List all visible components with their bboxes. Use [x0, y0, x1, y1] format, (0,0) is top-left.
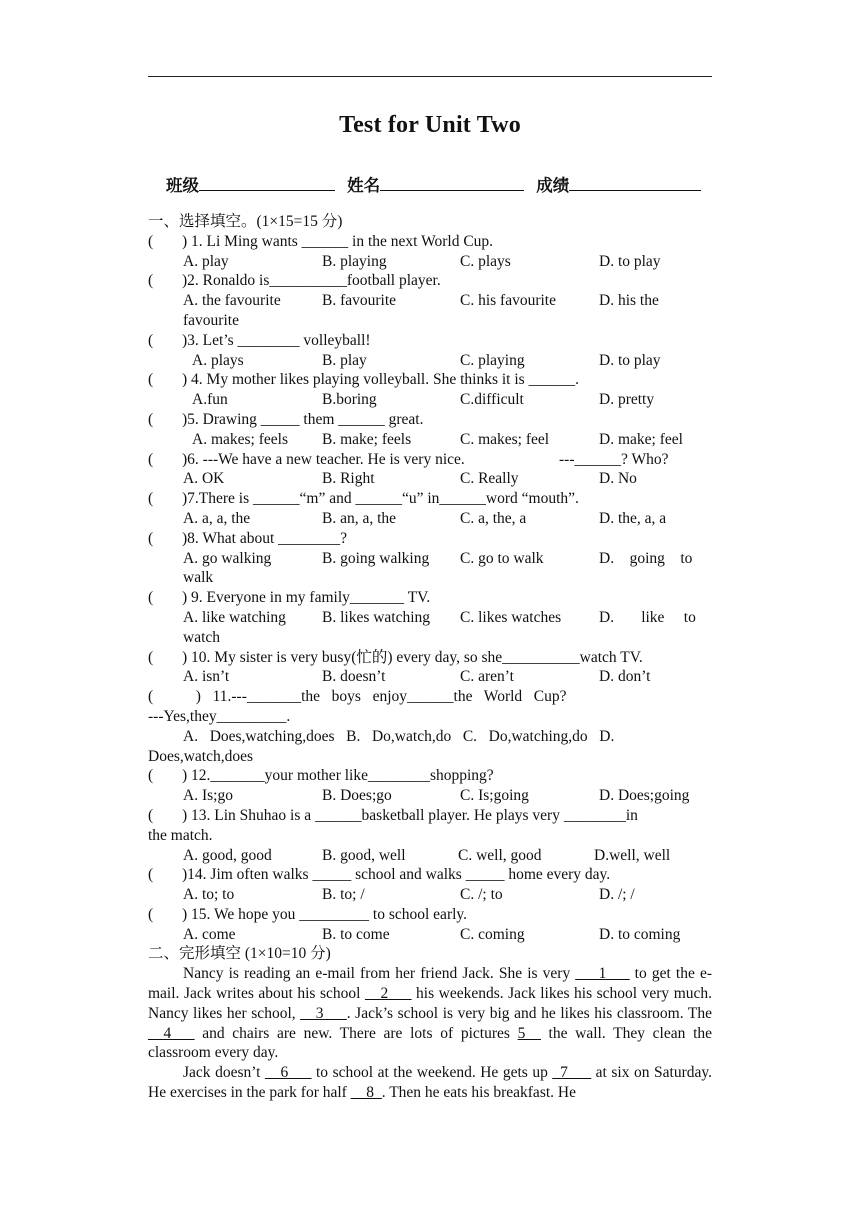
blank-1[interactable]: ___1___: [575, 965, 630, 983]
blank-7[interactable]: _7___: [552, 1064, 592, 1082]
option-b[interactable]: B. play: [322, 351, 367, 369]
blank-2[interactable]: __2___: [365, 985, 412, 1003]
question-stem: ( )6. ---We have a new teacher. He is very nice. ---______? Who?: [148, 450, 669, 468]
score-label: 成绩: [536, 176, 570, 195]
option-d[interactable]: D. going to: [599, 549, 693, 567]
question-stem: ( ) 9. Everyone in my family_______ TV.: [148, 589, 431, 607]
question-options[interactable]: A. Does,watching,does B. Do,watch,do C. Do,watching,do D.: [183, 727, 615, 745]
option-b[interactable]: B. Right: [322, 470, 375, 488]
section1-heading: 一、选择填空。(1×15=15 分): [148, 213, 343, 230]
option-a[interactable]: A. go walking: [183, 549, 272, 567]
option-d[interactable]: D. to coming: [599, 925, 681, 943]
option-c[interactable]: C. Is;going: [460, 787, 529, 805]
option-d[interactable]: D. pretty: [599, 391, 655, 409]
question-stem: ( ) 1. Li Ming wants ______ in the next World Cup.: [148, 232, 494, 250]
option-a[interactable]: A. makes; feels: [192, 430, 288, 448]
question-options: [148, 885, 712, 905]
option-c[interactable]: C. likes watches: [460, 608, 562, 626]
question-stem: ( )14. Jim often walks _____ school and walks _____ home every day.: [148, 866, 611, 884]
cloze-paragraph-1: Nancy is reading an e-mail from her friend Jack. She is very ___1___ to get the e-mail. Jack writes about his school __2___ his weekends. Jack likes his school very much. Nancy likes her school, __3___. Jack’s school is very big and he likes his classroom. The __4___ and chairs are new. There are lots of pictures 5__ the wall. They clean the classroom every day.: [148, 965, 713, 1062]
option-d[interactable]: D. to play: [599, 252, 661, 270]
class-label: 班级: [166, 176, 199, 195]
option-wrap: favourite: [183, 311, 239, 329]
score-blank[interactable]: [569, 174, 701, 191]
option-a[interactable]: A. isn’t: [183, 668, 230, 686]
option-b[interactable]: B. good, well: [322, 846, 406, 864]
option-c[interactable]: C. plays: [460, 252, 511, 270]
option-b[interactable]: B.boring: [322, 391, 377, 409]
question-options: [148, 252, 712, 272]
question-options: [148, 786, 712, 806]
blank-8[interactable]: __8_: [350, 1084, 382, 1102]
question-stem: ( ) 10. My sister is very busy(忙的) every day, so she__________watch TV.: [148, 648, 643, 666]
question-options: [148, 509, 712, 529]
question-stem: ( ) 4. My mother likes playing volleyball. She thinks it is ______.: [148, 371, 579, 389]
option-a[interactable]: A.fun: [192, 391, 228, 409]
option-a[interactable]: A. a, a, the: [183, 509, 251, 527]
option-d[interactable]: D. don’t: [599, 668, 651, 686]
option-a[interactable]: A. like watching: [183, 608, 286, 626]
option-b[interactable]: B. Does;go: [322, 787, 392, 805]
option-a[interactable]: A. good, good: [183, 846, 272, 864]
question-options: [148, 846, 712, 866]
option-d[interactable]: D. No: [599, 470, 637, 488]
blank-3[interactable]: __3___: [300, 1004, 347, 1022]
option-c[interactable]: C. aren’t: [460, 668, 514, 686]
question-stem: ( ) 15. We hope you _________ to school early.: [148, 905, 468, 923]
option-d[interactable]: D. the, a, a: [599, 509, 667, 527]
question-options: [148, 390, 712, 410]
option-c[interactable]: C.difficult: [460, 391, 524, 409]
name-blank[interactable]: [380, 174, 524, 191]
question-options: [148, 430, 712, 450]
option-a[interactable]: A. to; to: [183, 886, 235, 904]
question-options: [148, 608, 712, 628]
question-stem: ( ) 11.---_______the boys enjoy______the World Cup?: [148, 688, 567, 706]
option-b[interactable]: B. to; /: [322, 886, 365, 904]
question-stem: ( )3. Let’s ________ volleyball!: [148, 331, 371, 349]
option-d[interactable]: D. to play: [599, 351, 661, 369]
option-c[interactable]: C. a, the, a: [460, 509, 527, 527]
question-options: [148, 667, 712, 687]
option-a[interactable]: A. come: [183, 925, 236, 943]
option-b[interactable]: B. to come: [322, 925, 390, 943]
option-d[interactable]: D. Does;going: [599, 787, 690, 805]
question-options: [148, 469, 712, 489]
cloze-paragraph-2: Jack doesn’t __6___ to school at the weekend. He gets up _7___ at six on Saturday. He exercises in the park for half __8_. Then he eats his breakfast. He: [148, 1064, 712, 1102]
question-stem: ( )8. What about ________?: [148, 529, 348, 547]
student-info-line: [166, 172, 709, 196]
option-wrap: Does,watch,does: [148, 747, 254, 765]
name-label: 姓名: [347, 176, 381, 195]
option-a[interactable]: A. the favourite: [183, 292, 281, 310]
option-d[interactable]: D. /; /: [599, 886, 635, 904]
option-a[interactable]: A. Is;go: [183, 787, 233, 805]
exam-body: [148, 212, 712, 1103]
option-d[interactable]: D.well, well: [594, 846, 671, 864]
question-stem: ( )2. Ronaldo is__________football player.: [148, 272, 441, 290]
question-stem-cont: the match.: [148, 826, 213, 844]
blank-4[interactable]: __4___: [148, 1024, 195, 1042]
option-b[interactable]: B. going walking: [322, 549, 430, 567]
question-options: [148, 549, 712, 569]
option-d[interactable]: D. like to: [599, 608, 696, 626]
option-b[interactable]: B. favourite: [322, 292, 397, 310]
blank-6[interactable]: __6___: [264, 1064, 312, 1082]
option-d[interactable]: D. make; feel: [599, 430, 683, 448]
option-c[interactable]: C. /; to: [460, 886, 503, 904]
option-b[interactable]: B. likes watching: [322, 608, 431, 626]
option-c[interactable]: C. Really: [460, 470, 519, 488]
section2-heading: 二、完形填空 (1×10=10 分): [148, 945, 331, 963]
option-b[interactable]: B. doesn’t: [322, 668, 386, 686]
question-stem: ( )5. Drawing _____ them ______ great.: [148, 410, 424, 428]
class-blank[interactable]: [199, 174, 335, 191]
option-b[interactable]: B. an, a, the: [322, 509, 397, 527]
option-wrap: walk: [183, 569, 214, 587]
option-c[interactable]: C. coming: [460, 925, 525, 943]
question-stem: ( )7.There is ______“m” and ______“u” in______word “mouth”.: [148, 490, 579, 508]
option-a[interactable]: A. OK: [183, 470, 225, 488]
option-b[interactable]: B. playing: [322, 252, 387, 270]
question-stem: ( ) 12._______your mother like________shopping?: [148, 767, 494, 785]
option-a[interactable]: A. play: [183, 252, 229, 270]
option-wrap: watch: [183, 628, 221, 646]
page-title: Test for Unit Two: [339, 112, 521, 138]
option-d[interactable]: D. his the: [599, 292, 659, 310]
question-options: [148, 351, 712, 371]
question-stem-cont: ---Yes,they_________.: [148, 707, 291, 725]
option-c[interactable]: C. his favourite: [460, 292, 556, 310]
question-options: [148, 291, 712, 311]
top-rule: [148, 76, 712, 77]
question-options: [148, 925, 712, 945]
option-c[interactable]: C. makes; feel: [460, 430, 550, 448]
option-c[interactable]: C. go to walk: [460, 549, 544, 567]
question-stem: ( ) 13. Lin Shuhao is a ______basketball player. He plays very ________in: [148, 806, 638, 824]
option-c[interactable]: C. well, good: [458, 846, 542, 864]
blank-5[interactable]: 5__: [517, 1024, 541, 1042]
option-c[interactable]: C. playing: [460, 351, 525, 369]
option-b[interactable]: B. make; feels: [322, 430, 412, 448]
option-a[interactable]: A. plays: [192, 351, 244, 369]
